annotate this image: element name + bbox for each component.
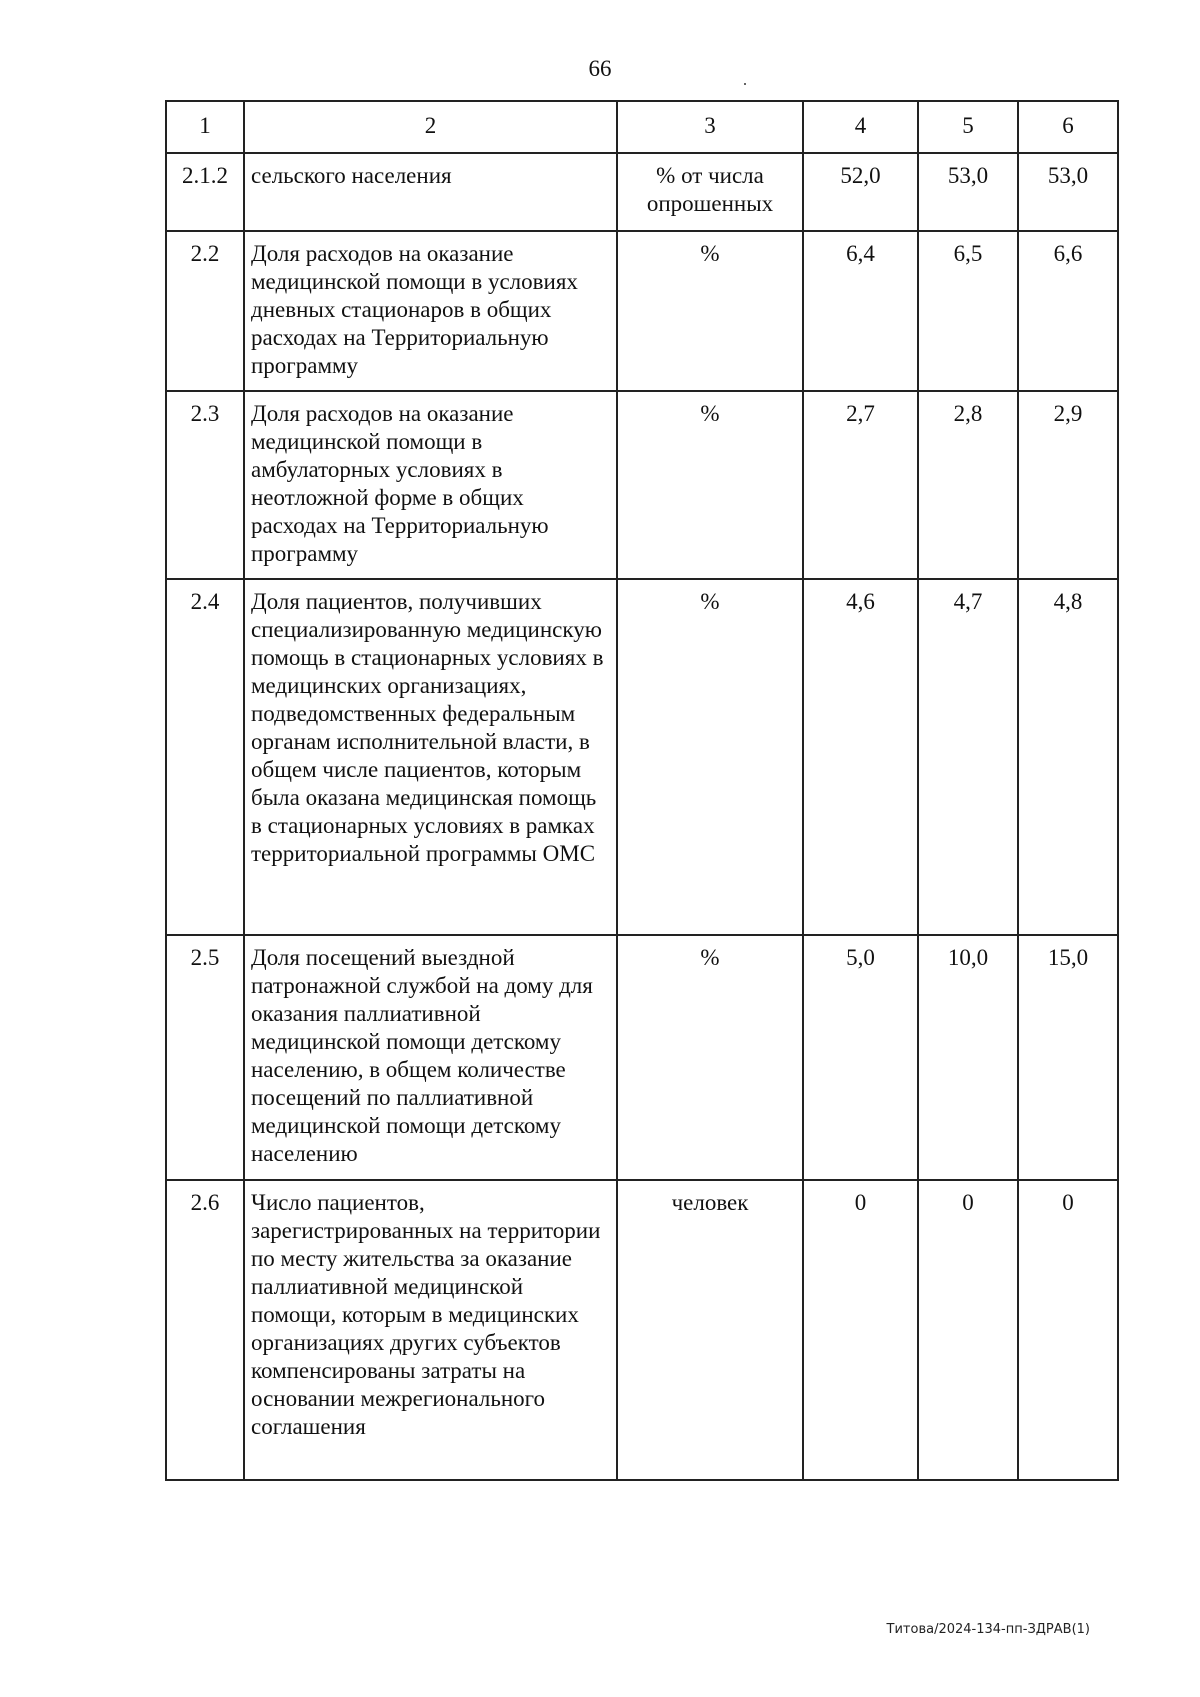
row-value-col4: 52,0 [803, 153, 918, 231]
header-col-4: 4 [803, 101, 918, 153]
table-row [166, 391, 1118, 579]
row-description: сельского населения [244, 153, 617, 231]
header-col-6: 6 [1018, 101, 1118, 153]
row-number: 2.3 [166, 391, 244, 579]
row-value-col4: 4,6 [803, 579, 918, 935]
row-value-col6: 6,6 [1018, 231, 1118, 391]
row-value-col4: 0 [803, 1180, 918, 1480]
row-number: 2.6 [166, 1180, 244, 1480]
row-value-col4: 5,0 [803, 935, 918, 1180]
table-header-row [166, 101, 1118, 153]
row-unit: % [617, 231, 803, 391]
table-row [166, 579, 1118, 935]
row-value-col6: 15,0 [1018, 935, 1118, 1180]
row-number: 2.5 [166, 935, 244, 1180]
row-value-col6: 2,9 [1018, 391, 1118, 579]
row-unit: % [617, 579, 803, 935]
header-col-2: 2 [244, 101, 617, 153]
row-value-col5: 4,7 [918, 579, 1018, 935]
page-number: 66 [588, 56, 612, 81]
row-unit: % [617, 391, 803, 579]
row-value-col5: 10,0 [918, 935, 1018, 1180]
table-row [166, 153, 1118, 231]
row-description: Доля расходов на оказание медицинской помощи в условиях дневных стационаров в общих расходах на Территориальную программу [244, 231, 617, 391]
row-number: 2.2 [166, 231, 244, 391]
header-col-5: 5 [918, 101, 1018, 153]
indicators-table [165, 100, 1119, 1481]
row-value-col6: 4,8 [1018, 579, 1118, 935]
row-value-col5: 53,0 [918, 153, 1018, 231]
row-description: Доля посещений выездной патронажной службой на дому для оказания паллиативной медицинской помощи детскому населению, в общем количестве посещений по паллиативной медицинской помощи детскому населению [244, 935, 617, 1180]
row-unit: человек [617, 1180, 803, 1480]
row-unit: % от числа опрошенных [617, 153, 803, 231]
row-value-col5: 6,5 [918, 231, 1018, 391]
row-value-col6: 53,0 [1018, 153, 1118, 231]
row-value-col4: 2,7 [803, 391, 918, 579]
table-row [166, 1180, 1118, 1480]
row-value-col5: 0 [918, 1180, 1018, 1480]
row-number: 2.4 [166, 579, 244, 935]
row-value-col5: 2,8 [918, 391, 1018, 579]
row-value-col4: 6,4 [803, 231, 918, 391]
row-unit: % [617, 935, 803, 1180]
row-number: 2.1.2 [166, 153, 244, 231]
header-col-1: 1 [166, 101, 244, 153]
scan-speck [744, 83, 746, 85]
table-row [166, 231, 1118, 391]
row-value-col6: 0 [1018, 1180, 1118, 1480]
document-code: Титова/2024-134-пп-ЗДРАВ(1) [886, 1622, 1090, 1637]
header-col-3: 3 [617, 101, 803, 153]
table-row [166, 935, 1118, 1180]
row-description: Число пациентов, зарегистрированных на территории по месту жительства за оказание паллиативной медицинской помощи, которым в медицинских организациях других субъектов компенсированы затраты на основании межрегионального соглашения [244, 1180, 617, 1480]
row-description: Доля пациентов, получивших специализированную медицинскую помощь в стационарных условиях в медицинских организациях, подведомственных федеральным органам исполнительной власти, в общем числе пациентов, которым была оказана медицинская помощь в стационарных условиях в рамках территориальной программы ОМС [244, 579, 617, 935]
row-description: Доля расходов на оказание медицинской помощи в амбулаторных условиях в неотложной форме в общих расходах на Территориальную программу [244, 391, 617, 579]
